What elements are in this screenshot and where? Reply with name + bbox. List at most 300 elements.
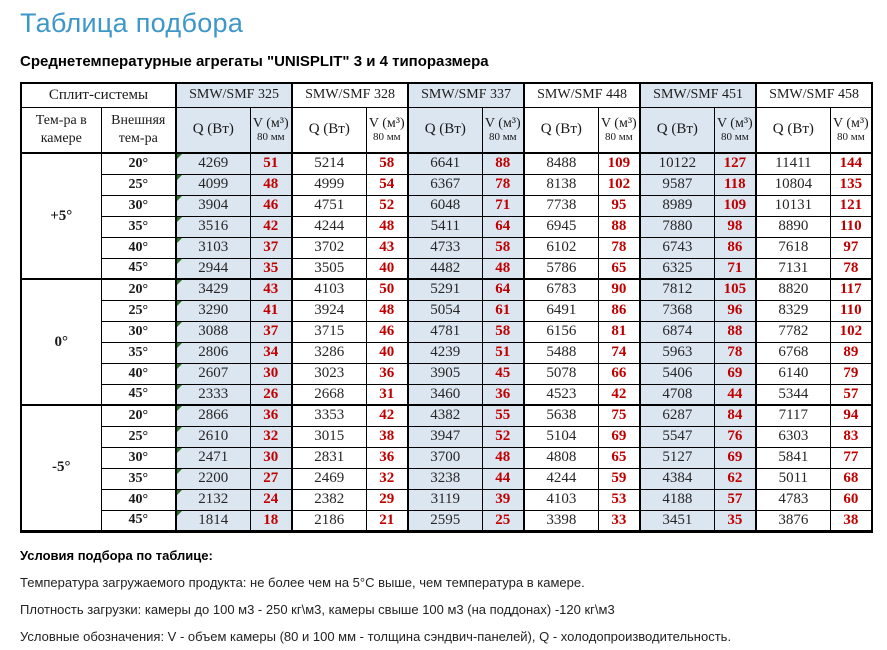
v-value-cell: 26 <box>250 384 292 405</box>
q-value-cell: 6641 <box>408 153 482 174</box>
v-value-cell: 43 <box>250 279 292 300</box>
v-column-sublabel: 80 мм <box>837 131 865 144</box>
selection-table <box>20 82 873 533</box>
q-value-cell: 3398 <box>524 510 598 531</box>
q-value-cell: 2132 <box>176 489 250 510</box>
v-column-header <box>366 107 408 153</box>
q-value-cell: 4382 <box>408 405 482 426</box>
q-value-cell: 2333 <box>176 384 250 405</box>
q-value-cell: 7880 <box>640 216 714 237</box>
q-value-cell: 4099 <box>176 174 250 195</box>
v-value-cell: 64 <box>482 216 524 237</box>
v-value-cell: 109 <box>598 153 640 174</box>
table-row <box>21 258 872 279</box>
v-value-cell: 42 <box>366 405 408 426</box>
v-value-cell: 46 <box>366 321 408 342</box>
q-value-cell: 10122 <box>640 153 714 174</box>
q-value-cell: 3103 <box>176 237 250 258</box>
v-column-sublabel: 80 мм <box>372 131 401 144</box>
v-value-cell: 127 <box>714 153 756 174</box>
v-value-cell: 81 <box>598 321 640 342</box>
v-value-cell: 42 <box>598 384 640 405</box>
v-value-cell: 58 <box>482 321 524 342</box>
q-value-cell: 4808 <box>524 447 598 468</box>
table-row <box>21 237 872 258</box>
q-value-cell: 4103 <box>524 489 598 510</box>
v-value-cell: 48 <box>250 174 292 195</box>
q-value-cell: 5344 <box>756 384 830 405</box>
v-value-cell: 38 <box>830 510 872 531</box>
v-value-cell: 36 <box>250 405 292 426</box>
v-value-cell: 78 <box>482 174 524 195</box>
v-value-cell: 41 <box>250 300 292 321</box>
q-value-cell: 6945 <box>524 216 598 237</box>
v-value-cell: 79 <box>830 363 872 384</box>
v-column-sublabel: 80 мм <box>604 131 633 144</box>
q-value-cell: 2607 <box>176 363 250 384</box>
external-temp-cell: 20° <box>101 279 176 300</box>
v-value-cell: 110 <box>830 300 872 321</box>
v-value-cell: 25 <box>482 510 524 531</box>
q-value-cell: 5011 <box>756 468 830 489</box>
v-value-cell: 88 <box>598 216 640 237</box>
q-column-header: Q (Вт) <box>408 107 482 153</box>
q-value-cell: 3904 <box>176 195 250 216</box>
model-header: SMW/SMF 325 <box>176 83 292 107</box>
v-value-cell: 57 <box>714 489 756 510</box>
v-value-cell: 88 <box>714 321 756 342</box>
q-value-cell: 2200 <box>176 468 250 489</box>
q-value-cell: 4482 <box>408 258 482 279</box>
v-value-cell: 36 <box>366 363 408 384</box>
v-column-label: V (м³) <box>484 116 521 132</box>
q-value-cell: 3700 <box>408 447 482 468</box>
v-value-cell: 69 <box>598 426 640 447</box>
q-value-cell: 4103 <box>292 279 366 300</box>
q-value-cell: 11411 <box>756 153 830 174</box>
footer-notes <box>20 549 873 644</box>
v-value-cell: 86 <box>714 237 756 258</box>
v-value-cell: 21 <box>366 510 408 531</box>
q-value-cell: 4781 <box>408 321 482 342</box>
q-value-cell: 1814 <box>176 510 250 531</box>
q-value-cell: 9587 <box>640 174 714 195</box>
v-value-cell: 58 <box>482 237 524 258</box>
external-temp-cell: 40° <box>101 363 176 384</box>
q-value-cell: 3715 <box>292 321 366 342</box>
q-value-cell: 6140 <box>756 363 830 384</box>
q-value-cell: 7782 <box>756 321 830 342</box>
table-row <box>21 153 872 174</box>
q-value-cell: 3023 <box>292 363 366 384</box>
v-value-cell: 135 <box>830 174 872 195</box>
q-value-cell: 6743 <box>640 237 714 258</box>
table-row <box>21 384 872 405</box>
q-value-cell: 3353 <box>292 405 366 426</box>
q-value-cell: 2610 <box>176 426 250 447</box>
table-row <box>21 468 872 489</box>
q-value-cell: 4751 <box>292 195 366 216</box>
v-value-cell: 96 <box>714 300 756 321</box>
q-value-cell: 3460 <box>408 384 482 405</box>
q-value-cell: 3238 <box>408 468 482 489</box>
q-value-cell: 4244 <box>524 468 598 489</box>
v-value-cell: 48 <box>366 300 408 321</box>
v-value-cell: 27 <box>250 468 292 489</box>
v-value-cell: 62 <box>714 468 756 489</box>
q-value-cell: 4188 <box>640 489 714 510</box>
q-value-cell: 5291 <box>408 279 482 300</box>
v-value-cell: 121 <box>830 195 872 216</box>
v-value-cell: 32 <box>250 426 292 447</box>
camera-temp-cell: -5° <box>21 405 101 531</box>
q-value-cell: 8138 <box>524 174 598 195</box>
q-value-cell: 3947 <box>408 426 482 447</box>
v-column-label: V (м³) <box>600 116 637 132</box>
v-value-cell: 57 <box>830 384 872 405</box>
table-row <box>21 447 872 468</box>
v-value-cell: 44 <box>482 468 524 489</box>
model-header: SMW/SMF 448 <box>524 83 640 107</box>
camera-temp-cell: 0° <box>21 279 101 405</box>
q-value-cell: 8820 <box>756 279 830 300</box>
model-header: SMW/SMF 451 <box>640 83 756 107</box>
q-value-cell: 6048 <box>408 195 482 216</box>
q-value-cell: 2471 <box>176 447 250 468</box>
table-row <box>21 342 872 363</box>
external-temp-cell: 35° <box>101 342 176 363</box>
v-value-cell: 45 <box>482 363 524 384</box>
q-value-cell: 4999 <box>292 174 366 195</box>
q-value-cell: 5963 <box>640 342 714 363</box>
q-value-cell: 6367 <box>408 174 482 195</box>
v-value-cell: 29 <box>366 489 408 510</box>
external-temp-cell: 25° <box>101 174 176 195</box>
q-value-cell: 3290 <box>176 300 250 321</box>
camera-temp-header: Тем-ра в камере <box>21 107 101 153</box>
q-value-cell: 2944 <box>176 258 250 279</box>
q-value-cell: 2186 <box>292 510 366 531</box>
q-value-cell: 6491 <box>524 300 598 321</box>
v-value-cell: 31 <box>366 384 408 405</box>
q-column-header: Q (Вт) <box>756 107 830 153</box>
v-value-cell: 42 <box>250 216 292 237</box>
split-systems-header: Сплит-системы <box>21 83 176 107</box>
v-column-label: V (м³) <box>832 116 869 132</box>
v-value-cell: 58 <box>366 153 408 174</box>
v-value-cell: 69 <box>714 447 756 468</box>
q-value-cell: 5406 <box>640 363 714 384</box>
external-temp-cell: 20° <box>101 153 176 174</box>
q-value-cell: 4384 <box>640 468 714 489</box>
footer-heading: Условия подбора по таблице: <box>20 547 213 563</box>
table-row <box>21 279 872 300</box>
table-row <box>21 321 872 342</box>
q-value-cell: 3015 <box>292 426 366 447</box>
q-value-cell: 4783 <box>756 489 830 510</box>
table-row <box>21 489 872 510</box>
v-value-cell: 48 <box>482 258 524 279</box>
external-temp-cell: 35° <box>101 468 176 489</box>
v-value-cell: 38 <box>366 426 408 447</box>
v-value-cell: 84 <box>714 405 756 426</box>
v-value-cell: 117 <box>830 279 872 300</box>
v-value-cell: 94 <box>830 405 872 426</box>
q-value-cell: 8890 <box>756 216 830 237</box>
table-row <box>21 510 872 531</box>
v-value-cell: 36 <box>482 384 524 405</box>
v-value-cell: 30 <box>250 363 292 384</box>
v-value-cell: 40 <box>366 342 408 363</box>
q-column-header: Q (Вт) <box>176 107 250 153</box>
footer-line-legend: Условные обозначения: V - объем камеры (80 и 100 мм - толщина сэндвич-панелей), Q - холодопроизводительность. <box>20 628 732 644</box>
v-value-cell: 86 <box>598 300 640 321</box>
table-row <box>21 426 872 447</box>
v-value-cell: 83 <box>830 426 872 447</box>
v-value-cell: 102 <box>598 174 640 195</box>
v-value-cell: 44 <box>714 384 756 405</box>
q-value-cell: 2595 <box>408 510 482 531</box>
v-value-cell: 48 <box>482 447 524 468</box>
q-value-cell: 3451 <box>640 510 714 531</box>
model-header: SMW/SMF 337 <box>408 83 524 107</box>
q-value-cell: 3119 <box>408 489 482 510</box>
external-temp-cell: 45° <box>101 384 176 405</box>
v-value-cell: 35 <box>714 510 756 531</box>
v-value-cell: 77 <box>830 447 872 468</box>
v-value-cell: 61 <box>482 300 524 321</box>
v-value-cell: 144 <box>830 153 872 174</box>
v-value-cell: 89 <box>830 342 872 363</box>
q-value-cell: 3905 <box>408 363 482 384</box>
v-value-cell: 95 <box>598 195 640 216</box>
q-column-header: Q (Вт) <box>640 107 714 153</box>
q-value-cell: 3702 <box>292 237 366 258</box>
v-value-cell: 48 <box>366 216 408 237</box>
q-value-cell: 6768 <box>756 342 830 363</box>
v-value-cell: 33 <box>598 510 640 531</box>
camera-temp-cell: +5° <box>21 153 101 279</box>
table-header <box>21 83 872 153</box>
footer-line-load-density: Плотность загрузки: камеры до 100 м3 - 250 кг\м3, камеры свыше 100 м3 (на поддонах) -120 кг\м3 <box>20 601 615 617</box>
q-value-cell: 5104 <box>524 426 598 447</box>
q-value-cell: 6287 <box>640 405 714 426</box>
external-temp-header: Внешняя тем-ра <box>101 107 176 153</box>
v-column-sublabel: 80 мм <box>721 131 749 144</box>
external-temp-cell: 40° <box>101 489 176 510</box>
external-temp-cell: 25° <box>101 426 176 447</box>
v-value-cell: 60 <box>830 489 872 510</box>
v-value-cell: 52 <box>482 426 524 447</box>
v-value-cell: 37 <box>250 321 292 342</box>
v-column-label: V (м³) <box>716 116 753 132</box>
q-value-cell: 6156 <box>524 321 598 342</box>
external-temp-cell: 40° <box>101 237 176 258</box>
q-value-cell: 4244 <box>292 216 366 237</box>
v-value-cell: 66 <box>598 363 640 384</box>
v-value-cell: 65 <box>598 447 640 468</box>
q-value-cell: 4708 <box>640 384 714 405</box>
v-value-cell: 75 <box>598 405 640 426</box>
q-value-cell: 8329 <box>756 300 830 321</box>
q-value-cell: 7117 <box>756 405 830 426</box>
v-column-header <box>482 107 524 153</box>
q-value-cell: 8989 <box>640 195 714 216</box>
q-value-cell: 8488 <box>524 153 598 174</box>
v-value-cell: 39 <box>482 489 524 510</box>
table-row <box>21 195 872 216</box>
q-value-cell: 2668 <box>292 384 366 405</box>
v-value-cell: 64 <box>482 279 524 300</box>
q-value-cell: 2469 <box>292 468 366 489</box>
v-value-cell: 52 <box>366 195 408 216</box>
external-temp-cell: 35° <box>101 216 176 237</box>
v-value-cell: 105 <box>714 279 756 300</box>
q-value-cell: 7368 <box>640 300 714 321</box>
q-value-cell: 2806 <box>176 342 250 363</box>
q-value-cell: 6325 <box>640 258 714 279</box>
external-temp-cell: 30° <box>101 447 176 468</box>
q-value-cell: 6303 <box>756 426 830 447</box>
external-temp-cell: 20° <box>101 405 176 426</box>
table-row <box>21 363 872 384</box>
v-value-cell: 90 <box>598 279 640 300</box>
v-value-cell: 46 <box>250 195 292 216</box>
table-row <box>21 216 872 237</box>
q-value-cell: 5214 <box>292 153 366 174</box>
q-value-cell: 4733 <box>408 237 482 258</box>
external-temp-cell: 45° <box>101 510 176 531</box>
footer-line-product-temp: Температура загружаемого продукта: не более чем на 5°С выше, чем температура в камере. <box>20 574 585 590</box>
v-column-header <box>598 107 640 153</box>
q-value-cell: 7618 <box>756 237 830 258</box>
v-column-label: V (м³) <box>368 116 405 132</box>
v-value-cell: 71 <box>714 258 756 279</box>
q-value-cell: 10131 <box>756 195 830 216</box>
header-row-columns <box>21 107 872 153</box>
external-temp-cell: 45° <box>101 258 176 279</box>
q-value-cell: 7131 <box>756 258 830 279</box>
v-column-sublabel: 80 мм <box>256 131 285 144</box>
q-value-cell: 5054 <box>408 300 482 321</box>
v-value-cell: 97 <box>830 237 872 258</box>
external-temp-cell: 25° <box>101 300 176 321</box>
v-value-cell: 78 <box>830 258 872 279</box>
q-value-cell: 6874 <box>640 321 714 342</box>
v-value-cell: 34 <box>250 342 292 363</box>
v-value-cell: 43 <box>366 237 408 258</box>
table-row <box>21 300 872 321</box>
table-subtitle: Среднетемпературные агрегаты "UNISPLIT" 3 и 4 типоразмера <box>20 53 489 70</box>
v-value-cell: 78 <box>598 237 640 258</box>
q-value-cell: 5547 <box>640 426 714 447</box>
q-value-cell: 3505 <box>292 258 366 279</box>
model-header: SMW/SMF 458 <box>756 83 872 107</box>
v-column-sublabel: 80 мм <box>488 131 517 144</box>
table-row <box>21 405 872 426</box>
q-value-cell: 2831 <box>292 447 366 468</box>
v-value-cell: 68 <box>830 468 872 489</box>
q-value-cell: 3876 <box>756 510 830 531</box>
v-value-cell: 55 <box>482 405 524 426</box>
q-value-cell: 4269 <box>176 153 250 174</box>
v-column-header <box>714 107 756 153</box>
q-value-cell: 3429 <box>176 279 250 300</box>
q-value-cell: 3516 <box>176 216 250 237</box>
v-column-header <box>250 107 292 153</box>
v-value-cell: 78 <box>714 342 756 363</box>
v-value-cell: 76 <box>714 426 756 447</box>
q-value-cell: 2382 <box>292 489 366 510</box>
v-value-cell: 65 <box>598 258 640 279</box>
v-column-label: V (м³) <box>252 116 289 132</box>
q-value-cell: 3088 <box>176 321 250 342</box>
q-value-cell: 3286 <box>292 342 366 363</box>
v-value-cell: 98 <box>714 216 756 237</box>
v-value-cell: 24 <box>250 489 292 510</box>
external-temp-cell: 30° <box>101 195 176 216</box>
q-value-cell: 7812 <box>640 279 714 300</box>
v-value-cell: 32 <box>366 468 408 489</box>
table-row <box>21 174 872 195</box>
v-value-cell: 30 <box>250 447 292 468</box>
v-value-cell: 74 <box>598 342 640 363</box>
v-value-cell: 59 <box>598 468 640 489</box>
q-column-header: Q (Вт) <box>292 107 366 153</box>
v-value-cell: 37 <box>250 237 292 258</box>
v-value-cell: 54 <box>366 174 408 195</box>
table-body <box>21 153 872 531</box>
q-value-cell: 4239 <box>408 342 482 363</box>
v-value-cell: 40 <box>366 258 408 279</box>
v-value-cell: 88 <box>482 153 524 174</box>
q-value-cell: 2866 <box>176 405 250 426</box>
model-header: SMW/SMF 328 <box>292 83 408 107</box>
v-column-header <box>830 107 872 153</box>
v-value-cell: 109 <box>714 195 756 216</box>
page-title: Таблица подбора <box>20 8 244 38</box>
v-value-cell: 18 <box>250 510 292 531</box>
v-value-cell: 50 <box>366 279 408 300</box>
q-value-cell: 5786 <box>524 258 598 279</box>
q-value-cell: 10804 <box>756 174 830 195</box>
q-value-cell: 4523 <box>524 384 598 405</box>
header-row-models <box>21 83 872 107</box>
q-value-cell: 6783 <box>524 279 598 300</box>
v-value-cell: 53 <box>598 489 640 510</box>
v-value-cell: 69 <box>714 363 756 384</box>
v-value-cell: 102 <box>830 321 872 342</box>
v-value-cell: 36 <box>366 447 408 468</box>
q-value-cell: 5127 <box>640 447 714 468</box>
q-value-cell: 5638 <box>524 405 598 426</box>
v-value-cell: 51 <box>250 153 292 174</box>
v-value-cell: 35 <box>250 258 292 279</box>
q-value-cell: 5411 <box>408 216 482 237</box>
v-value-cell: 118 <box>714 174 756 195</box>
v-value-cell: 71 <box>482 195 524 216</box>
q-value-cell: 6102 <box>524 237 598 258</box>
q-value-cell: 3924 <box>292 300 366 321</box>
v-value-cell: 51 <box>482 342 524 363</box>
q-value-cell: 5078 <box>524 363 598 384</box>
q-value-cell: 5488 <box>524 342 598 363</box>
external-temp-cell: 30° <box>101 321 176 342</box>
q-value-cell: 5841 <box>756 447 830 468</box>
q-column-header: Q (Вт) <box>524 107 598 153</box>
q-value-cell: 7738 <box>524 195 598 216</box>
v-value-cell: 110 <box>830 216 872 237</box>
